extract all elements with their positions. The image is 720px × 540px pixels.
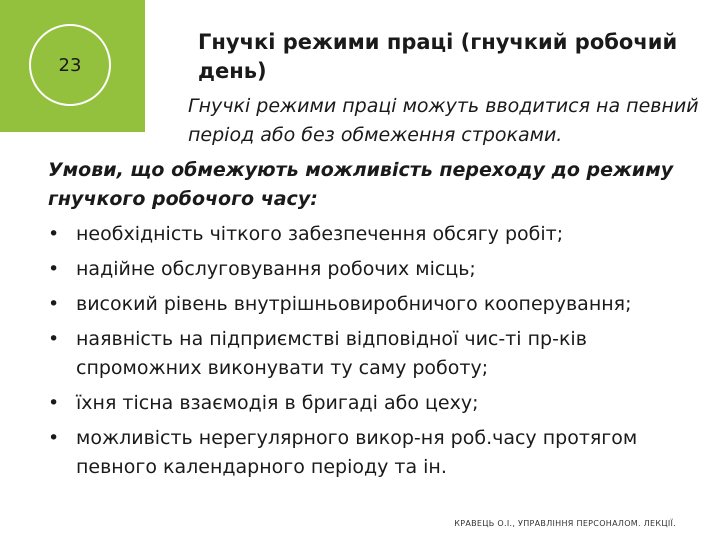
list-item (48, 220, 688, 249)
slide-title: Гнучкі режими праці (гнучкий робочий день) (198, 30, 678, 83)
list-item (48, 325, 688, 383)
list-item-text: наявність на підприємстві відповідної чис-ті пр-ків спроможних виконувати ту саму роботу; (76, 328, 587, 379)
bullet-icon: • (48, 293, 60, 315)
list-item (48, 424, 688, 482)
bullet-icon: • (48, 258, 60, 280)
list-item (48, 255, 688, 284)
list-item-text: їхня тісна взаємодія в бригаді або цеху; (76, 392, 479, 414)
slide-subtitle: Гнучкі режими праці можуть вводитися на певний період або без обмеження строками. (188, 95, 699, 146)
list-item (48, 389, 688, 418)
slide-number: 23 (58, 54, 82, 76)
bullet-icon: • (48, 223, 60, 245)
list-item-text: можливість нерегулярного викор-ня роб.часу протягом певного календарного періоду та ін. (76, 427, 638, 478)
list-item (48, 290, 688, 319)
bullet-icon: • (48, 427, 60, 449)
bullet-icon: • (48, 328, 60, 350)
list-item-text: надійне обслуговування робочих місць; (76, 258, 476, 280)
conditions-heading: Умови, що обмежують можливість переходу до режиму гнучкого робочого часу: (48, 159, 674, 210)
list-item-text: необхідність чіткого забезпечення обсягу робіт; (76, 223, 564, 245)
slide-number-badge (29, 24, 111, 106)
list-item-text: високий рівень внутрішньовиробничого кооперування; (76, 293, 632, 315)
corner-divider-line (145, 0, 146, 132)
conditions-list (48, 220, 688, 488)
bullet-icon: • (48, 392, 60, 414)
slide-footer: КРАВЕЦЬ О.І., УПРАВЛІННЯ ПЕРСОНАЛОМ. ЛЕКЦІЇ. (454, 519, 676, 528)
